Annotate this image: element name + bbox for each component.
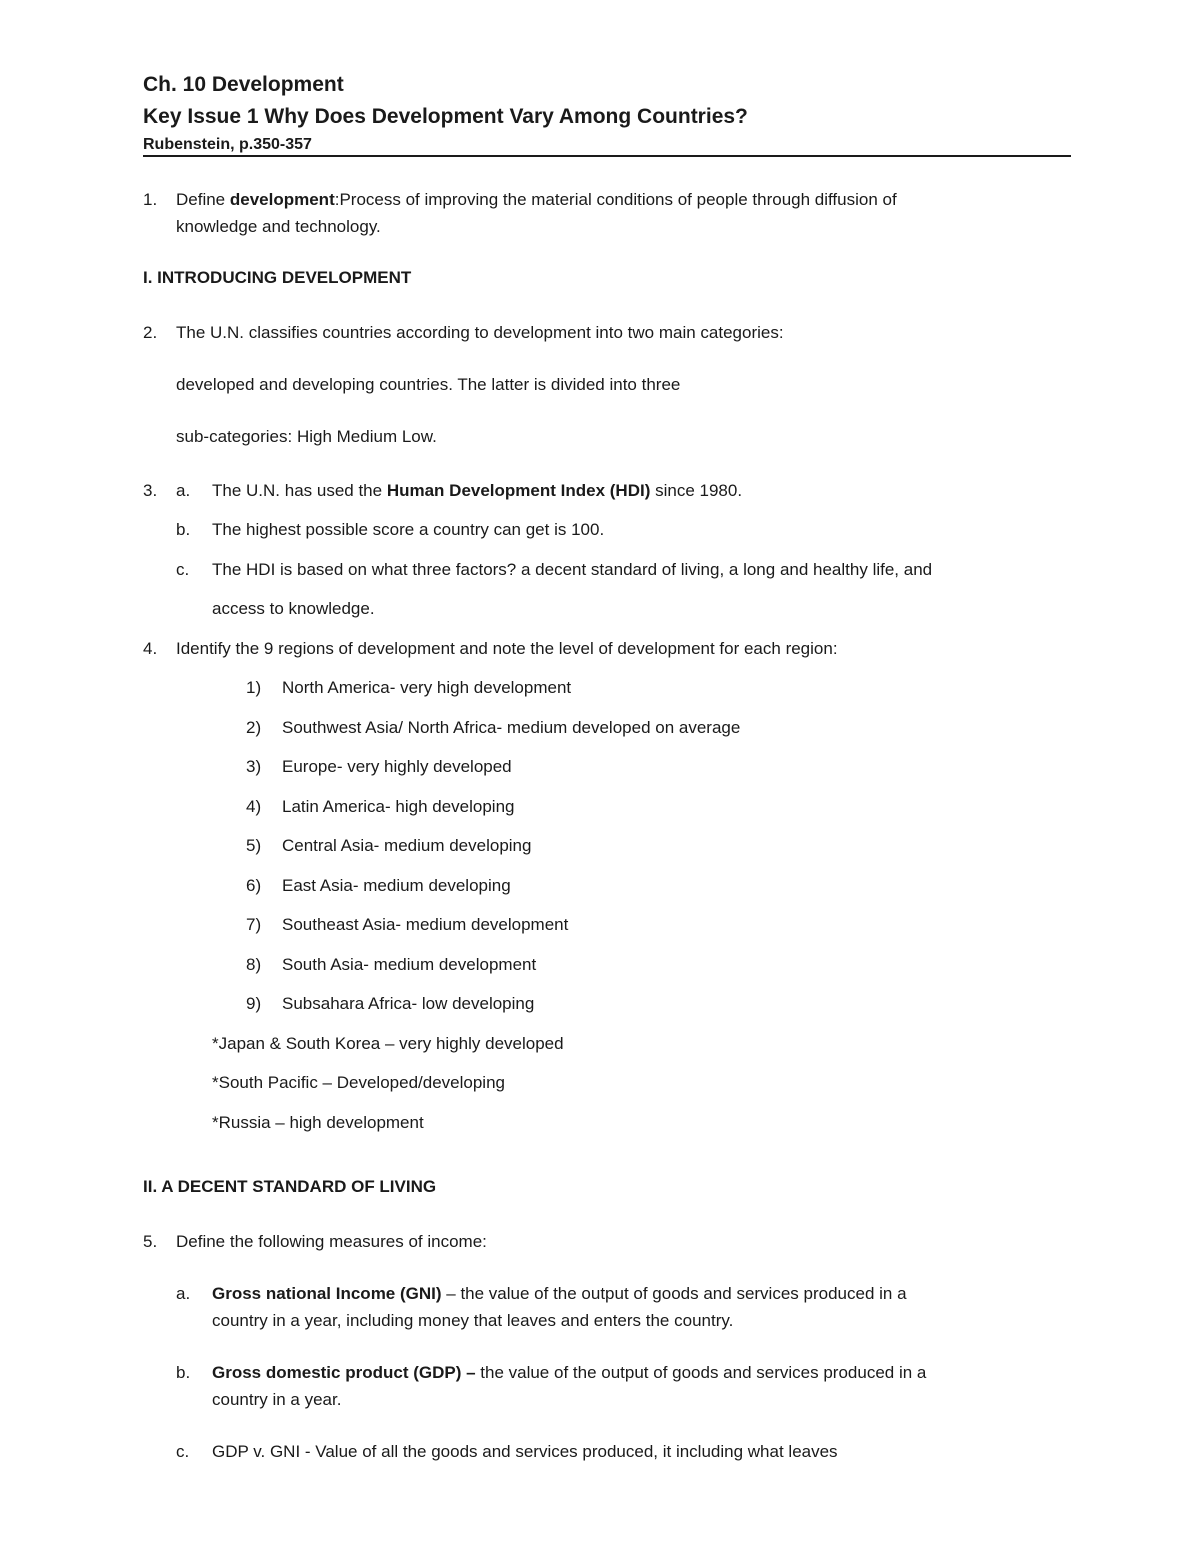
q1-line2: knowledge and technology. <box>176 217 381 236</box>
q5a-label: a. <box>176 1284 191 1303</box>
region-item: Subsahara Africa- low developing <box>282 994 535 1013</box>
q4-number: 4. <box>143 639 158 658</box>
q5b-line1 <box>212 1363 926 1383</box>
source-reference: Rubenstein, p.350-357 <box>143 136 312 153</box>
region-item: Europe- very highly developed <box>282 757 512 776</box>
region-item: North America- very high development <box>282 678 572 697</box>
q4-text: Identify the 9 regions of development and note the level of development for each region: <box>176 639 838 658</box>
q1-definition: :Process of improving the material conditions of people through diffusion of <box>334 190 897 209</box>
section-heading-2: II. A DECENT STANDARD OF LIVING <box>143 1177 437 1196</box>
q3-number: 3. <box>143 481 158 500</box>
region-label: 9) <box>246 994 262 1013</box>
region-label: 5) <box>246 836 262 855</box>
region-note: *South Pacific – Developed/developing <box>212 1073 505 1092</box>
q5a-line2: country in a year, including money that leaves and enters the country. <box>212 1311 734 1330</box>
region-note: *Russia – high development <box>212 1113 424 1132</box>
region-label: 3) <box>246 757 262 776</box>
q1-prefix: Define <box>176 190 230 209</box>
q3a-label: a. <box>176 481 191 500</box>
q2-line2: developed and developing countries. The latter is divided into three <box>176 375 681 394</box>
q5a-term: Gross national Income (GNI) <box>212 1284 442 1303</box>
region-item: Central Asia- medium developing <box>282 836 532 855</box>
q3a-suffix: since 1980. <box>650 481 743 500</box>
region-label: 7) <box>246 915 262 934</box>
region-item: South Asia- medium development <box>282 955 537 974</box>
q3a-text <box>212 481 742 501</box>
q5c-label: c. <box>176 1442 190 1461</box>
region-label: 6) <box>246 876 262 895</box>
key-issue-title: Key Issue 1 Why Does Development Vary Among Countries? <box>143 105 748 128</box>
q1-number: 1. <box>143 190 158 209</box>
q3c-line2: access to knowledge. <box>212 599 375 618</box>
region-item: Southwest Asia/ North Africa- medium developed on average <box>282 718 741 737</box>
region-label: 8) <box>246 955 262 974</box>
region-item: East Asia- medium developing <box>282 876 511 895</box>
region-note: *Japan & South Korea – very highly developed <box>212 1034 564 1053</box>
q5b-term: Gross domestic product (GDP) – <box>212 1363 476 1382</box>
q3b-label: b. <box>176 520 191 539</box>
header-rule <box>143 155 1071 157</box>
q2-number: 2. <box>143 323 158 342</box>
q5a-definition: – the value of the output of goods and services produced in a <box>441 1284 907 1303</box>
q3a-prefix: The U.N. has used the <box>212 481 387 500</box>
q3c-line1: The HDI is based on what three factors? a decent standard of living, a long and healthy life, and <box>212 560 933 579</box>
q3a-term: Human Development Index (HDI) <box>386 481 651 500</box>
q5-text: Define the following measures of income: <box>176 1232 487 1251</box>
q5b-label: b. <box>176 1363 191 1382</box>
region-label: 4) <box>246 797 262 816</box>
q1-line1 <box>176 190 897 210</box>
region-item: Southeast Asia- medium development <box>282 915 569 934</box>
q5c-text: GDP v. GNI - Value of all the goods and services produced, it including what leaves <box>212 1442 838 1461</box>
q2-line1: The U.N. classifies countries according to development into two main categories: <box>176 323 784 342</box>
q5b-line2: country in a year. <box>212 1390 342 1409</box>
section-heading-1: I. INTRODUCING DEVELOPMENT <box>143 268 412 287</box>
region-item: Latin America- high developing <box>282 797 515 816</box>
q1-term: development <box>229 190 335 209</box>
q3b-text: The highest possible score a country can get is 100. <box>212 520 605 539</box>
q5-number: 5. <box>143 1232 158 1251</box>
q2-line3: sub-categories: High Medium Low. <box>176 427 437 446</box>
q5b-definition: the value of the output of goods and services produced in a <box>475 1363 927 1382</box>
region-label: 1) <box>246 678 262 697</box>
document-title: Ch. 10 Development <box>143 73 344 96</box>
region-label: 2) <box>246 718 262 737</box>
q3c-label: c. <box>176 560 190 579</box>
q5a-line1 <box>212 1284 907 1304</box>
